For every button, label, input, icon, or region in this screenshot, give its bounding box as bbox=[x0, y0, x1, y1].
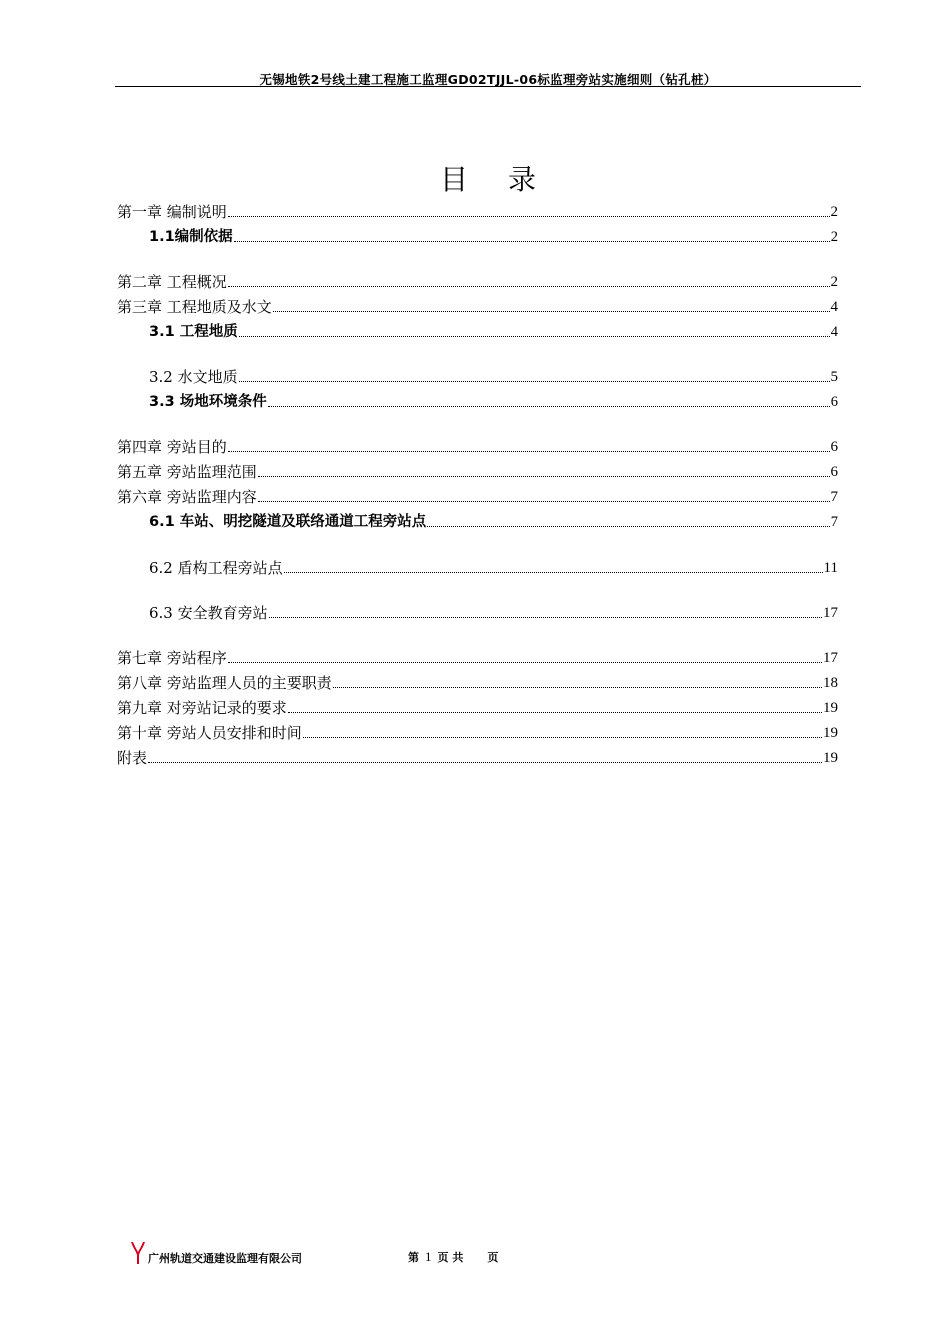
toc-entry[interactable] bbox=[149, 392, 838, 412]
toc-leader-dots bbox=[333, 687, 822, 688]
toc-leader-dots bbox=[273, 311, 830, 312]
footer-page-mid: 页 共 bbox=[437, 1251, 464, 1264]
toc-entry-label: 6.2 盾构工程旁站点 bbox=[149, 559, 283, 577]
toc-entry-page: 6 bbox=[830, 464, 838, 480]
toc-entry[interactable] bbox=[149, 512, 838, 532]
toc-entry[interactable] bbox=[117, 698, 838, 718]
toc-title-left: 目 bbox=[439, 163, 468, 196]
toc-leader-dots bbox=[258, 501, 830, 502]
toc-entry-page: 2 bbox=[830, 229, 838, 245]
toc-entry-label: 附表 bbox=[117, 749, 148, 767]
toc-entry[interactable] bbox=[117, 437, 838, 457]
toc-title bbox=[115, 158, 861, 198]
toc-entry-label: 第四章 旁站目的 bbox=[117, 438, 227, 456]
toc-leader-dots bbox=[228, 662, 822, 663]
toc-entry[interactable] bbox=[117, 673, 838, 693]
toc-entry[interactable] bbox=[117, 748, 838, 768]
toc-entry-label: 第五章 旁站监理范围 bbox=[117, 463, 257, 481]
toc-entry[interactable] bbox=[117, 462, 838, 482]
toc-entry[interactable] bbox=[149, 322, 838, 342]
toc-leader-dots bbox=[239, 381, 830, 382]
toc-leader-dots bbox=[268, 406, 830, 407]
toc-entry-page: 4 bbox=[830, 324, 838, 340]
toc-entry-page: 6 bbox=[830, 394, 838, 410]
toc-entry-label: 3.1 工程地质 bbox=[149, 324, 238, 340]
toc-entry[interactable] bbox=[117, 487, 838, 507]
toc-entry-page: 18 bbox=[823, 675, 838, 691]
toc-leader-dots bbox=[284, 572, 823, 573]
toc-entry-page: 19 bbox=[823, 700, 838, 716]
toc-entry[interactable] bbox=[117, 723, 838, 743]
company-logo-icon bbox=[128, 1240, 148, 1266]
toc-entry-page: 2 bbox=[830, 274, 838, 290]
toc-entry-label: 第七章 旁站程序 bbox=[117, 649, 227, 667]
toc-leader-dots bbox=[148, 762, 822, 763]
toc-leader-dots bbox=[228, 216, 830, 217]
toc-entry-label: 1.1编制依据 bbox=[149, 229, 233, 245]
toc-entry[interactable] bbox=[149, 558, 838, 578]
toc-entry[interactable] bbox=[117, 648, 838, 668]
toc-leader-dots bbox=[239, 336, 830, 337]
toc-leader-dots bbox=[258, 476, 830, 477]
toc-entry-label: 6.1 车站、明挖隧道及联络通道工程旁站点 bbox=[149, 514, 427, 530]
toc-leader-dots bbox=[228, 286, 830, 287]
toc-entry[interactable] bbox=[117, 272, 838, 292]
toc-entry-label: 第二章 工程概况 bbox=[117, 273, 227, 291]
toc-entry-page: 5 bbox=[830, 369, 838, 385]
toc-entry-label: 第九章 对旁站记录的要求 bbox=[117, 699, 287, 717]
toc-entry-page: 17 bbox=[823, 650, 838, 666]
toc-entry-page: 17 bbox=[823, 605, 838, 621]
toc-entry-page: 11 bbox=[823, 560, 838, 576]
toc-entry-label: 3.3 场地环境条件 bbox=[149, 394, 267, 410]
toc-entry-page: 4 bbox=[830, 299, 838, 315]
toc-entry-label: 6.3 安全教育旁站 bbox=[149, 604, 268, 622]
toc-entry-label: 第八章 旁站监理人员的主要职责 bbox=[117, 674, 332, 692]
toc-leader-dots bbox=[427, 526, 830, 527]
toc-leader-dots bbox=[303, 737, 822, 738]
footer-company-name: 广州轨道交通建设监理有限公司 bbox=[148, 1252, 302, 1265]
toc-entry[interactable] bbox=[149, 367, 838, 387]
toc-entry-label: 3.2 水文地质 bbox=[149, 368, 238, 386]
toc-entry-page: 19 bbox=[823, 725, 838, 741]
toc-leader-dots bbox=[288, 712, 822, 713]
toc-leader-dots bbox=[228, 451, 830, 452]
header-rule bbox=[115, 86, 861, 87]
toc-entry-label: 第一章 编制说明 bbox=[117, 203, 227, 221]
toc-leader-dots bbox=[269, 617, 822, 618]
toc-leader-dots bbox=[234, 241, 830, 242]
footer-page-info bbox=[408, 1249, 498, 1265]
footer-page-prefix: 第 bbox=[408, 1251, 419, 1264]
toc-entry-label: 第十章 旁站人员安排和时间 bbox=[117, 724, 302, 742]
footer-page-suffix: 页 bbox=[487, 1251, 499, 1264]
toc-title-right: 录 bbox=[508, 163, 537, 196]
toc-entry-page: 7 bbox=[830, 514, 838, 530]
toc-entry[interactable] bbox=[117, 202, 838, 222]
toc-entry-page: 7 bbox=[830, 489, 838, 505]
toc-entry[interactable] bbox=[149, 603, 838, 623]
toc-entry[interactable] bbox=[149, 227, 838, 247]
toc-entry[interactable] bbox=[117, 297, 838, 317]
toc-entry-label: 第六章 旁站监理内容 bbox=[117, 488, 257, 506]
toc-entry-page: 19 bbox=[823, 750, 838, 766]
toc-entry-label: 第三章 工程地质及水文 bbox=[117, 298, 272, 316]
toc-entry-page: 6 bbox=[830, 439, 838, 455]
running-header: 无锡地铁2号线土建工程施工监理GD02TJJL-06标监理旁站实施细则（钻孔桩） bbox=[259, 72, 717, 87]
toc-entry-page: 2 bbox=[830, 204, 838, 220]
footer-page-number: 1 bbox=[425, 1249, 432, 1264]
